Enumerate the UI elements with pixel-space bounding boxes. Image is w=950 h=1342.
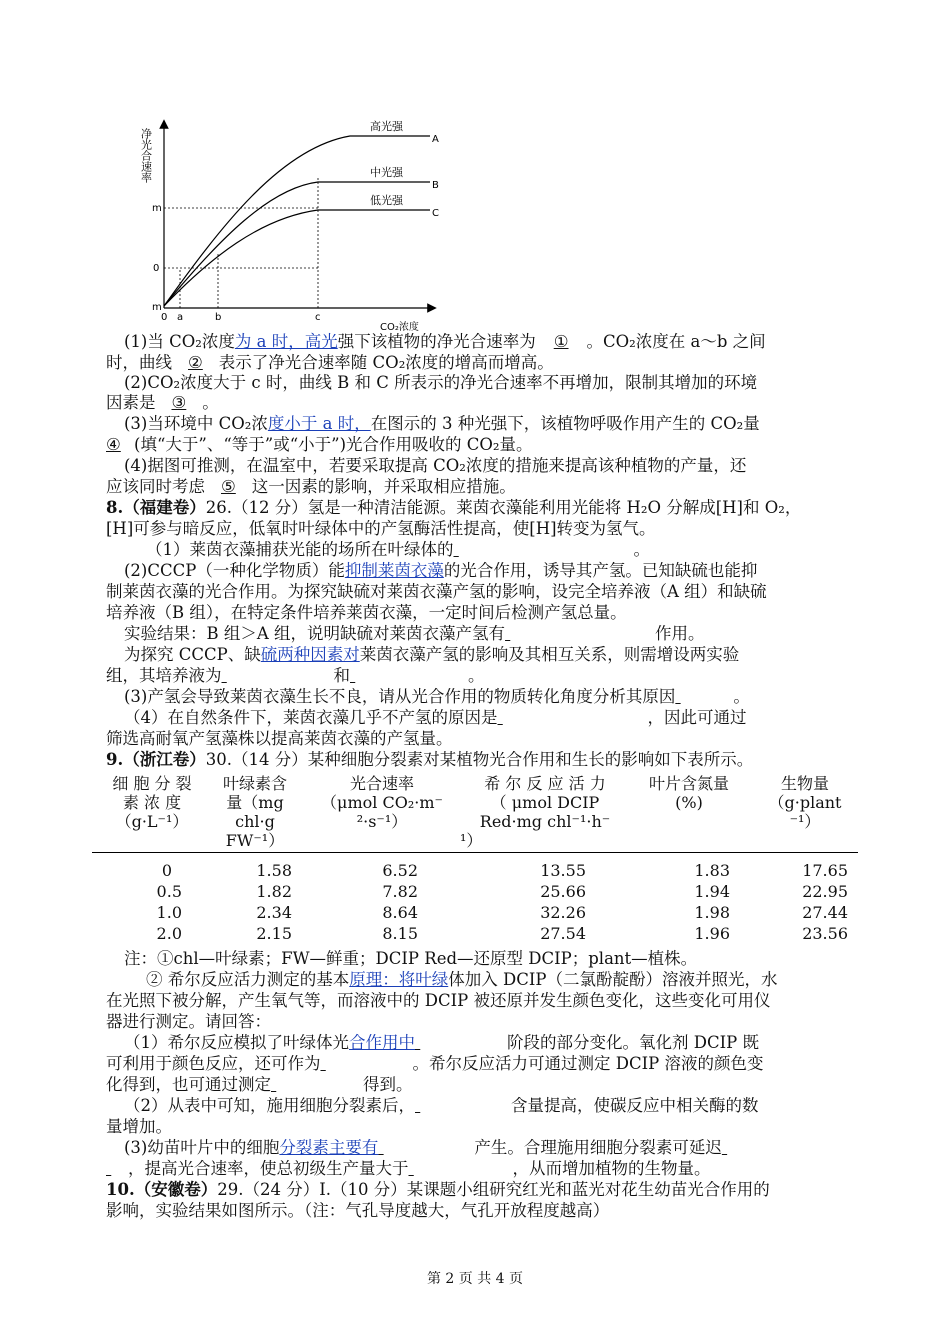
- table-header-cytokinin: 细 胞 分 裂 素 浓 度 （g·L⁻¹）: [112, 774, 192, 831]
- q9-note-2: ② 希尔反应活力测定的基本原理：将叶绿体加入 DCIP（二氯酚靛酚）溶液并照光，水: [146, 970, 778, 989]
- link-text[interactable]: 硫两种因素对: [260, 645, 360, 664]
- q7-line-3: (2)CO₂浓度大于 c 时，曲线 B 和 C 所表示的净光合速率不再增加，限制其增加的环境: [124, 373, 758, 392]
- link-text[interactable]: 抑制莱茵衣藻: [344, 561, 444, 580]
- table-header-hill-reaction: 希 尔 反 应 活 力 （ μmol DCIP Red·mg chl⁻¹·h⁻ ¹）: [460, 774, 611, 850]
- q9-line-4: （1）希尔反应模拟了叶绿体光合作用中 阶段的部分变化。氧化剂 DCIP 既: [124, 1033, 759, 1052]
- curve-label-mid: 中光强: [370, 166, 403, 179]
- q9-line-1: 9.（浙江卷）30.（14 分）某种细胞分裂素对某植物光合作用和生长的影响如下表所示。: [106, 750, 754, 769]
- q9-note-1: 注：①chl—叶绿素；FW—鲜重；DCIP Red—还原型 DCIP；plant—植株。: [124, 949, 698, 968]
- q9-line-9: (3)幼苗叶片中的细胞分裂素主要有 产生。合理施用细胞分裂素可延迟: [124, 1138, 722, 1157]
- curve-end-C: C: [432, 208, 439, 219]
- page-footer: 第 2 页 共 4 页: [426, 1271, 524, 1287]
- q9-line-6: 化得到，也可通过测定 得到。: [106, 1075, 413, 1094]
- q9-line-8: 量增加。: [106, 1117, 172, 1136]
- q8-line-10: (3)产氢会导致莱茵衣藻生长不良，请从光合作用的物质转化角度分析其原因 。: [124, 687, 750, 706]
- curve-high-light: [164, 136, 430, 306]
- q8-line-5: 制莱茵衣藻的光合作用。为探究缺硫对莱茵衣藻产氢的影响，设完全培养液（A 组）和缺硫: [106, 582, 767, 601]
- x-axis-label: CO₂浓度: [380, 322, 419, 333]
- q7-line-2: 时，曲线 ② 表示了净光合速率随 CO₂浓度的增高而增高。: [106, 353, 554, 372]
- y-axis-label: 净光合速率: [140, 128, 153, 183]
- q9-line-5: 可利用于颜色反应，还可作为 。希尔反应活力可通过测定 DCIP 溶液的颜色变: [106, 1054, 764, 1073]
- table-rule: [92, 852, 858, 853]
- link-text[interactable]: 为 a 时，高光: [234, 332, 338, 351]
- q9-line-10: ，提高光合速率，使总初级生产量大于 ，从而增加植物的生物量。: [128, 1159, 711, 1178]
- q8-line-3: （1）莱茵衣藻捕获光能的场所在叶绿体的 。: [146, 540, 650, 559]
- q8-line-9: 组，其培养液为 和 。: [106, 666, 485, 685]
- q8-line-12: 筛选高耐氧产氢藻株以提高莱茵衣藻的产氢量。: [106, 729, 453, 748]
- q7-line-8: 应该同时考虑 ⑤ 这一因素的影响，并采取相应措施。: [106, 477, 516, 496]
- curve-end-A: A: [432, 134, 439, 145]
- table-header-photosynthesis-rate: 光合速率 （μmol CO₂·m⁻ ²·s⁻¹）: [321, 774, 443, 831]
- q8-line-8: 为探究 CCCP、缺硫两种因素对莱茵衣藻产氢的影响及其相互关系，则需增设两实验: [124, 645, 740, 664]
- q8-line-6: 培养液（B 组），在特定条件培养莱茵衣藻，一定时间后检测产氢总量。: [106, 603, 627, 622]
- table-header-leaf-nitrogen: 叶片含氮量 (%): [648, 774, 729, 812]
- q8-line-11: （4）在自然条件下，莱茵衣藻几乎不产氢的原因是 ，因此可通过: [124, 708, 747, 727]
- curve-end-B: B: [432, 180, 439, 191]
- q8-line-2: [H]可参与暗反应，低氧时叶绿体中的产氢酶活性提高，使[H]转变为氢气。: [106, 519, 656, 538]
- link-text[interactable]: 度小于 a 时，: [267, 414, 371, 433]
- q9-line-2: 在光照下被分解，产生氧气等，而溶液中的 DCIP 被还原并发生颜色变化，这些变化可用仪: [106, 991, 771, 1010]
- x-tick-0: 0: [161, 312, 168, 323]
- q7-line-4: 因素是 ③ 。: [106, 393, 219, 412]
- q7-line-6: ④ (填“大于”、“等于”或“小于”)光合作用吸收的 CO₂量。: [106, 435, 533, 454]
- q10-line-2: 影响，实验结果如图所示。（注：气孔导度越大，气孔开放程度越高）: [106, 1201, 610, 1220]
- q9-line-7: （2）从表中可知，施用细胞分裂素后， 含量提高，使碳反应中相关酶的数: [124, 1096, 759, 1115]
- q7-line-1: (1)当 CO₂浓度为 a 时，高光强下该植物的净光合速率为 ① 。CO₂浓度在 a～b 之间: [124, 332, 766, 351]
- co2-photosynthesis-chart: [140, 118, 480, 336]
- document-page: 净光合速率 m 0 m 0 a b c CO₂浓度 高光强 A 中光强 B 低光强 C (1)当 CO₂浓度为 a 时，高光强下该植物的净光合速率为 ① 。CO₂浓度在 a～b 之间 时，曲线 ② 表示了净光合速率随 CO₂浓度的增高而增高。 (2)CO₂浓度大于 c 时，曲线 B 和 C 所表示的净光合速率不再增加，限制其增加的环境 因素是 ③ 。 (3)当环境中 CO₂浓度小于 a 时，在图示的 3 种光强下，该植物呼吸作用产生的 CO₂量 ④ (填“大于”、“等于”或“小于”)光合作用吸收的 CO₂量。 (4)据图可推测，在温室中，若要采取提高 CO₂浓度的措施来提高该种植物的产量，还 应该同时考虑 ⑤ 这一因素的影响，并采取相应措施。 8.（福建卷）26.（12 分）氢是一种清洁能源。莱茵衣藻能利用光能将 H₂O 分解成[H]和 O₂， [H]可参与暗反应，低氧时叶绿体中的产氢酶活性提高，使[H]转变为氢气。 （1）莱茵衣藻捕获光能的场所在叶绿体的 。 (2)CCCP（一种化学物质）能抑制莱茵衣藻的光合作用，诱导其产氢。已知缺硫也能抑 制莱茵衣藻的光合作用。为探究缺硫对莱茵衣藻产氢的影响，设完全培养液（A 组）和缺硫 培养液（B 组），在特定条件培养莱茵衣藻，一定时间后检测产氢总量。 实验结果：B 组＞A 组，说明缺硫对莱茵衣藻产氢有 作用。 为探究 CCCP、缺硫两种因素对莱茵衣藻产氢的影响及其相互关系，则需增设两实验 组，其培养液为 和 。 (3)产氢会导致莱茵衣藻生长不良，请从光合作用的物质转化角度分析其原因 。 （4）在自然条件下，莱茵衣藻几乎不产氢的原因是 ，因此可通过 筛选高耐氧产氢藻株以提高莱茵衣藻的产氢量。 9.（浙江卷）30.（14 分）某种细胞分裂素对某植物光合作用和生长的影响如下表所示。 细 胞 分 裂 素 浓 度 （g·L⁻¹） 叶绿素含 量（mg chl·g FW⁻¹） 光合速率 （μmol CO₂·m⁻ ²·s⁻¹） 希 尔 反 应 活 力 （ μmol DCIP Red·mg chl⁻¹·h⁻ ¹） 叶片含氮量 (%) 生物量 （g·plant ⁻¹） 0 1.58 6.52 13.55 1.83 17.65 0.5 1.82 7.82 25.66 1.94 22.95 1.0 2.34 8.64 32.26 1.98 27.44 2.0 2.15 8.15 27.54 1.96 23.56 注：①chl—叶绿素；FW—鲜重；DCIP Red—还原型 DCIP；plant—植株。 ② 希尔反应活力测定的基本原理：将叶绿体加入 DCIP（二氯酚靛酚）溶液并照光，水 在光照下被分解，产生氧气等，而溶液中的 DCIP 被还原并发生颜色变化，这些变化可用仪 器进行测定。请回答： （1）希尔反应模拟了叶绿体光合作用中 阶段的部分变化。氧化剂 DCIP 既 可利用于颜色反应，还可作为 。希尔反应活力可通过测定 DCIP 溶液的颜色变 化得到，也可通过测定 得到。 （2）从表中可知，施用细胞分裂素后， 含量提高，使碳反应中相关酶的数 量增加。 (3)幼苗叶片中的细胞分裂素主要有 产生。合理施用细胞分裂素可延迟 ，提高光合速率，使总初级生产量大于 ，从而增加植物的生物量。 10.（安徽卷）29.（24 分）Ⅰ.（10 分）某课题小组研究红光和蓝光对花生幼苗光合作用的 影响，实验结果如图所示。（注：气孔导度越大，气孔开放程度越高） 第 2 页 共 4 页: [0, 0, 950, 1342]
- curve-label-high: 高光强: [370, 120, 403, 133]
- q8-line-4: (2)CCCP（一种化学物质）能抑制莱茵衣藻的光合作用，诱导其产氢。已知缺硫也能抑: [124, 561, 758, 580]
- q8-line-7: 实验结果：B 组＞A 组，说明缺硫对莱茵衣藻产氢有 作用。: [124, 624, 705, 643]
- table-header-chlorophyll: 叶绿素含 量（mg chl·g FW⁻¹）: [222, 774, 287, 850]
- y-tick-m-bottom: m: [152, 302, 162, 313]
- y-tick-zero: 0: [153, 263, 160, 274]
- q7-line-7: (4)据图可推测，在温室中，若要采取提高 CO₂浓度的措施来提高该种植物的产量，还: [124, 456, 747, 475]
- q8-line-1: 8.（福建卷）26.（12 分）氢是一种清洁能源。莱茵衣藻能利用光能将 H₂O 分解成[H]和 O₂，: [106, 498, 802, 517]
- link-text[interactable]: 合作用中: [349, 1033, 415, 1052]
- q10-line-1: 10.（安徽卷）29.（24 分）Ⅰ.（10 分）某课题小组研究红光和蓝光对花生幼苗光合作用的: [106, 1180, 770, 1199]
- q9-line-3: 器进行测定。请回答：: [106, 1012, 271, 1031]
- table-header-biomass: 生物量 （g·plant ⁻¹）: [768, 774, 842, 831]
- x-tick-c: c: [315, 312, 321, 323]
- q7-line-5: (3)当环境中 CO₂浓度小于 a 时，在图示的 3 种光强下，该植物呼吸作用产生的 CO₂量: [124, 414, 760, 433]
- curve-low-light: [164, 210, 430, 306]
- x-tick-a: a: [177, 312, 184, 323]
- link-text[interactable]: 分裂素主要有: [279, 1138, 379, 1157]
- x-tick-b: b: [215, 312, 222, 323]
- curve-label-low: 低光强: [370, 194, 403, 207]
- link-text[interactable]: 原理：将叶绿: [349, 970, 449, 989]
- y-tick-m-top: m: [152, 203, 162, 214]
